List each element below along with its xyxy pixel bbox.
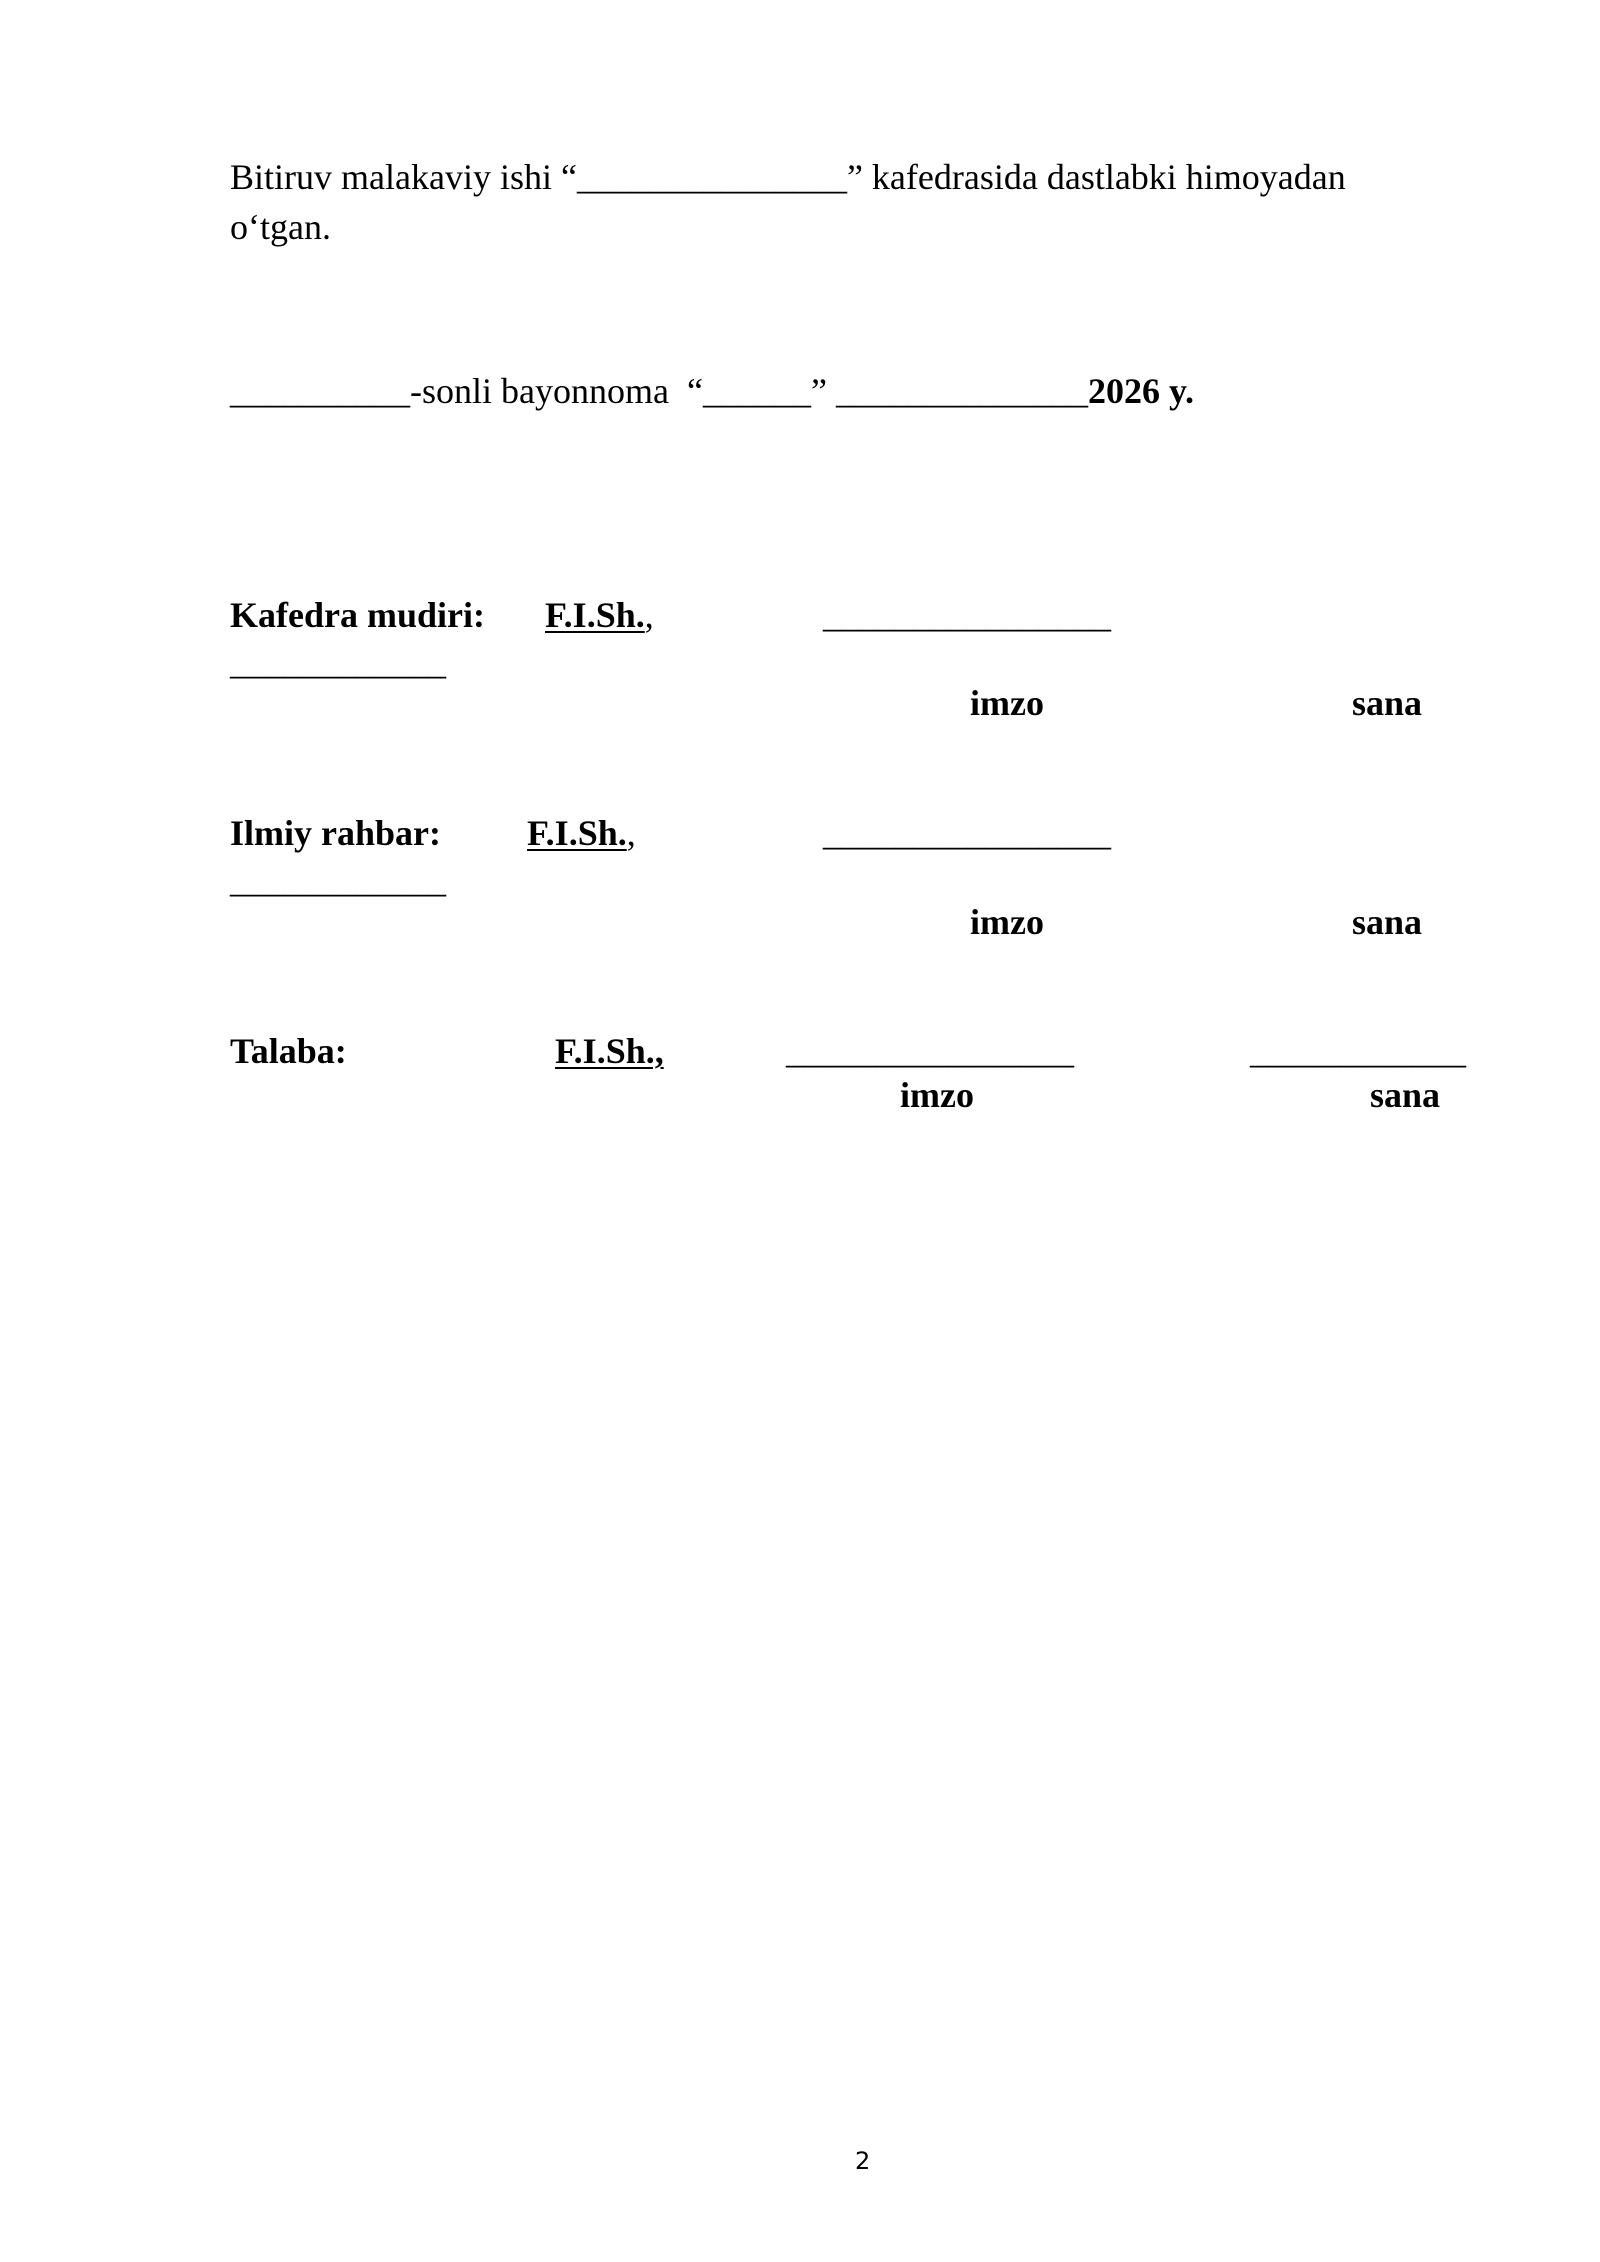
head-of-department-fish	[545, 590, 654, 640]
head-of-department-signature-line: ________________	[823, 595, 1111, 635]
protocol-day-blank: ______	[702, 371, 811, 411]
intro-line-2: o‘tgan.	[230, 207, 331, 247]
head-of-department-date-line: ____________	[230, 642, 446, 682]
student-role: Talaba:	[230, 1031, 347, 1071]
department-blank: _______________	[576, 157, 847, 197]
supervisor-imzo-label: imzo	[970, 902, 1044, 942]
intro-line-1	[230, 152, 1346, 202]
head-of-department-fish-label: F.I.Sh.	[545, 595, 645, 635]
page-number: 2	[855, 2147, 871, 2175]
student-imzo-label: imzo	[900, 1075, 974, 1115]
supervisor-fish	[527, 808, 636, 858]
head-of-department-imzo-label: imzo	[970, 683, 1044, 723]
supervisor-signature-line: ________________	[823, 813, 1111, 853]
protocol-year: 2026 y.	[1087, 371, 1194, 411]
head-of-department-sana-label: sana	[1352, 683, 1423, 723]
supervisor-date-line: ____________	[230, 860, 446, 900]
protocol-number-blank: __________	[230, 371, 410, 411]
student-fish	[555, 1026, 664, 1076]
protocol-line	[230, 366, 1194, 416]
intro-text-after: ” kafedrasida dastlabki himoyadan	[846, 157, 1346, 197]
supervisor-fish-comma: ,	[626, 813, 636, 853]
head-of-department-fish-comma: ,	[644, 595, 654, 635]
supervisor-sana-label: sana	[1352, 902, 1423, 942]
protocol-day-close: ”	[810, 371, 836, 411]
intro-text-before: Bitiruv malakaviy ishi “	[230, 157, 577, 197]
protocol-month-blank: ______________	[835, 371, 1088, 411]
student-signature-line: ________________	[786, 1031, 1074, 1071]
student-fish-label: F.I.Sh.,	[555, 1031, 664, 1071]
supervisor-fish-label: F.I.Sh.	[527, 813, 627, 853]
protocol-label: -sonli bayonnoma “	[410, 371, 703, 411]
student-date-line: ____________	[1250, 1031, 1466, 1071]
supervisor-role: Ilmiy rahbar:	[230, 813, 441, 853]
head-of-department-role: Kafedra mudiri:	[230, 595, 485, 635]
student-sana-label: sana	[1370, 1075, 1441, 1115]
